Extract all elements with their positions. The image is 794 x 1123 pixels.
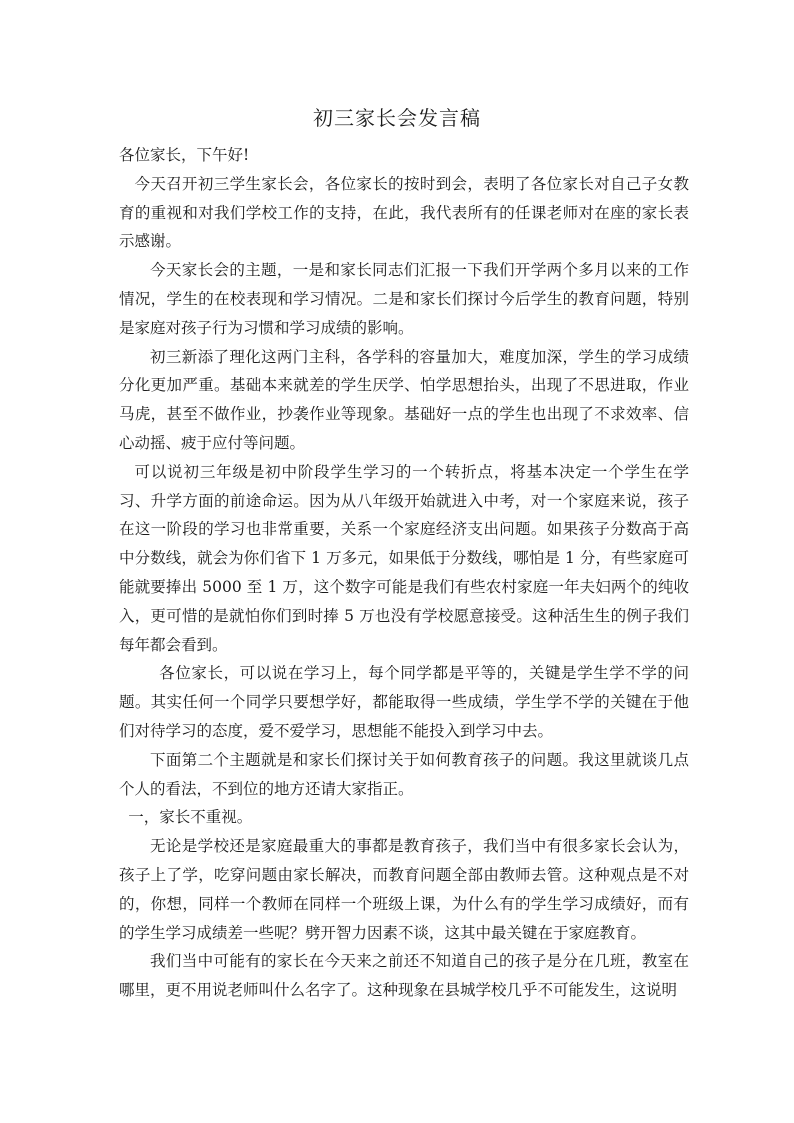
paragraph: 下面第二个主题就是和家长们探讨关于如何教育孩子的问题。我这里就谈几点个人的看法，不到位的地方还请大家指正。 [119, 750, 689, 798]
greeting: 各位家长，下午好! [119, 146, 250, 164]
paragraph: 初三新添了理化这两门主科，各学科的容量加大，难度加深，学生的学习成绩分化更加严重。基础本来就差的学生厌学、怕学思想抬头，出现了不思进取，作业马虎，甚至不做作业，抄袭作业等现象。基础好一点的学生也出现了不求效率、信心动摇、疲于应付等问题。 [119, 347, 689, 452]
document-title: 初三家长会发言稿 [313, 106, 481, 130]
paragraph: 今天家长会的主题，一是和家长同志们汇报一下我们开学两个多月以来的工作情况，学生的在校表现和学习情况。二是和家长们探讨今后学生的教育问题，特别是家庭对孩子行为习惯和学习成绩的影响。 [119, 261, 689, 337]
section-heading: 一，家长不重视。 [128, 808, 253, 827]
paragraph: 各位家长，可以说在学习上，每个同学都是平等的，关键是学生学不学的问题。其实任何一个同学只要想学好，都能取得一些成绩，学生学不学的关键在于他们对待学习的态度，爱不爱学习，思想能不能投入到学习中去。 [119, 664, 689, 740]
paragraph: 无论是学校还是家庭最重大的事都是教育孩子，我们当中有很多家长会认为，孩子上了学，吃穿问题由家长解决，而教育问题全部由教师去管。这种观点是不对的，你想，同样一个教师在同样一个班级上课，为什么有的学生学习成绩好，而有的学生学习成绩差一些呢？劈开智力因素不谈，这其中最关键在于家庭教育。 [119, 837, 689, 942]
paragraph: 我们当中可能有的家长在今天来之前还不知道自己的孩子是分在几班，教室在哪里，更不用说老师叫什么名字了。这种现象在县城学校几乎不可能发生，这说明 [119, 952, 689, 1000]
paragraph: 可以说初三年级是初中阶段学生学习的一个转折点，将基本决定一个学生在学习、升学方面的前途命运。因为从八年级开始就进入中考，对一个家庭来说，孩子在这一阶段的学习也非常重要，关系一个家庭经济支出问题。如果孩子分数高于高中分数线，就会为你们省下 1 万多元，如果低于分数线，哪怕是 1 分，有些家庭可能就要捧出 5000 至 1 万，这个数字可能是我们有些农村家庭一年夫妇两个的纯收入，更可惜的是就怕你们到时捧 5 万也没有学校愿意接受。这种活生生的例子我们每年都会看到。 [119, 462, 689, 654]
document-body [119, 141, 689, 1005]
paragraph: 今天召开初三学生家长会，各位家长的按时到会，表明了各位家长对自己子女教育的重视和对我们学校工作的支持，在此，我代表所有的任课老师对在座的家长表示感谢。 [119, 174, 689, 251]
